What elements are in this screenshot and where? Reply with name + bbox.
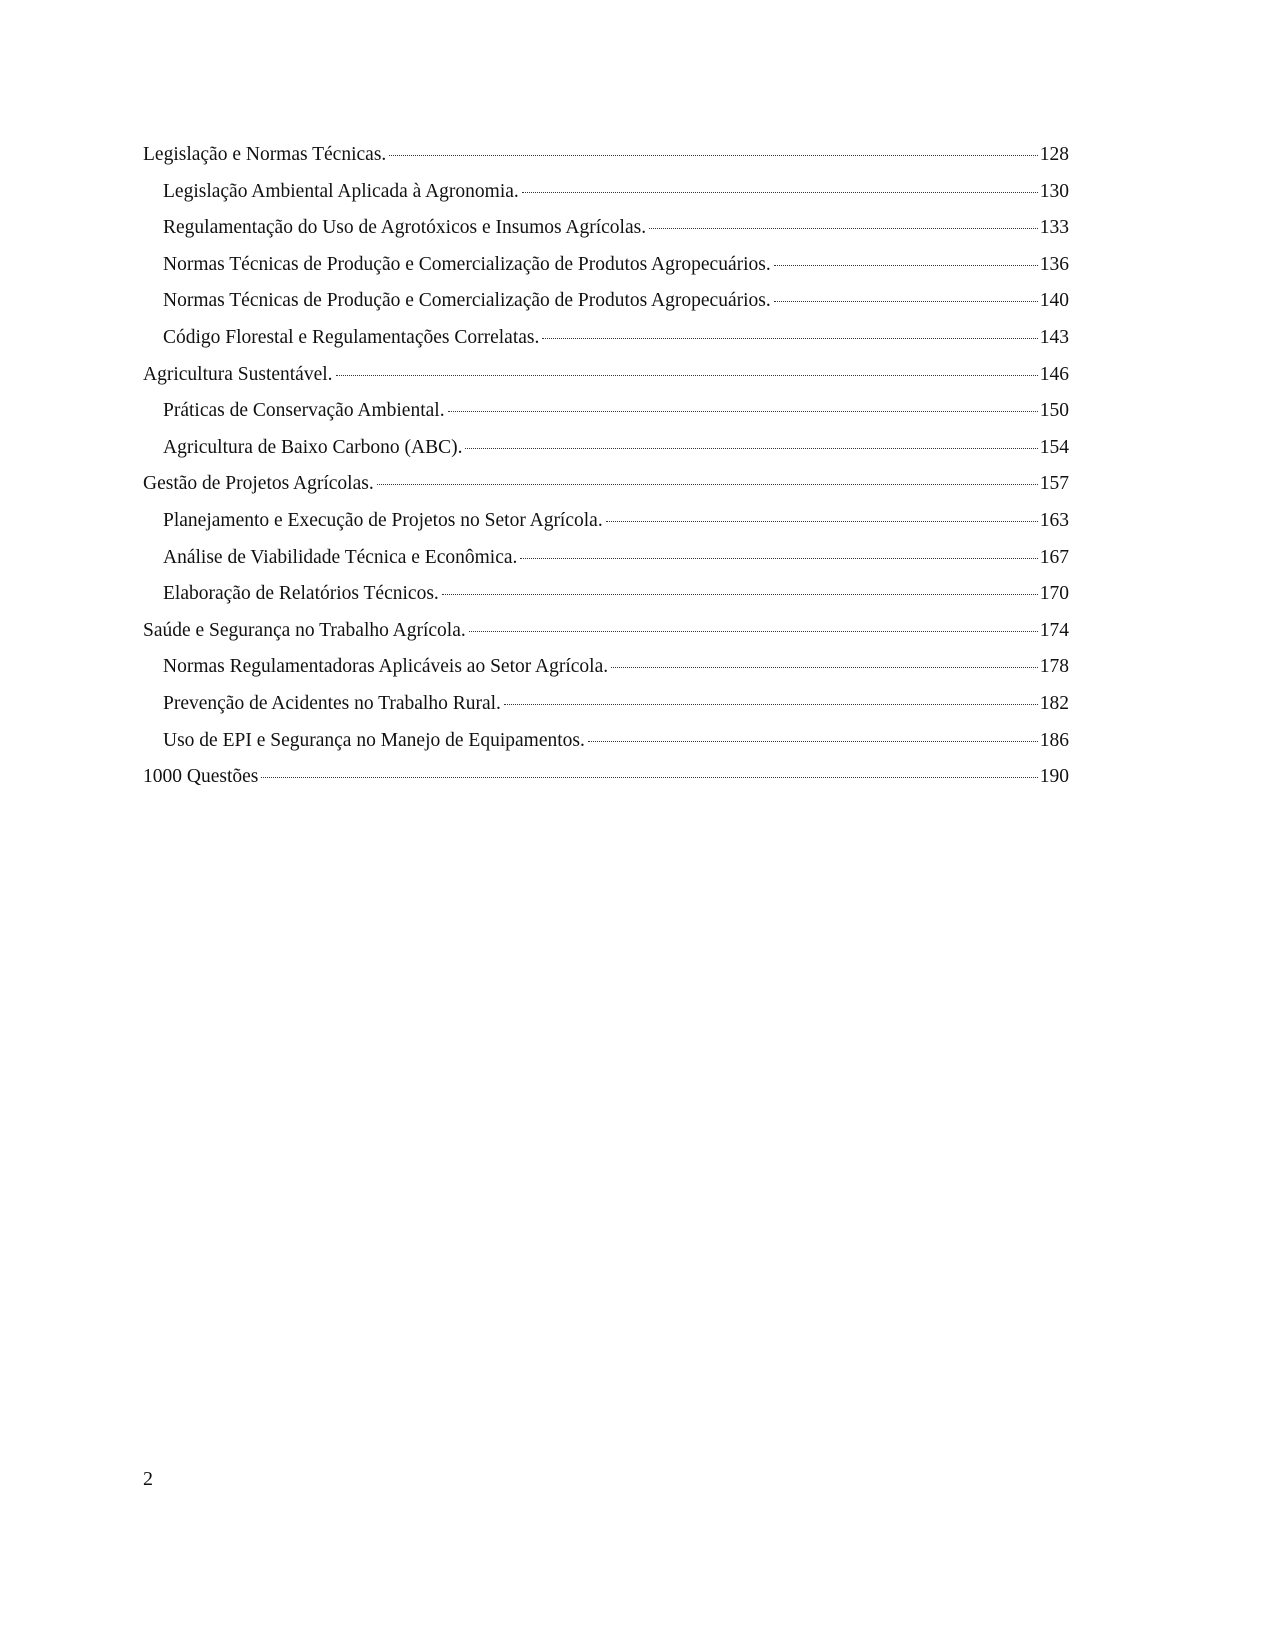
table-of-contents <box>143 142 1069 801</box>
toc-entry-title: Planejamento e Execução de Projetos no Setor Agrícola. <box>163 509 603 531</box>
toc-entry-page: 186 <box>1039 729 1069 751</box>
toc-entry[interactable] <box>143 654 1069 691</box>
toc-entry[interactable] <box>143 471 1069 508</box>
dot-leader <box>542 338 1037 339</box>
toc-entry[interactable] <box>143 398 1069 435</box>
dot-leader <box>649 228 1038 229</box>
toc-entry-title: Agricultura Sustentável. <box>143 363 333 385</box>
toc-entry-title: Práticas de Conservação Ambiental. <box>163 400 445 422</box>
dot-leader <box>611 667 1038 668</box>
toc-entry-page: 174 <box>1039 619 1069 641</box>
dot-leader <box>377 484 1038 485</box>
toc-entry-title: Legislação Ambiental Aplicada à Agronomia. <box>163 180 519 202</box>
toc-entry-title: Normas Regulamentadoras Aplicáveis ao Setor Agrícola. <box>163 656 609 678</box>
toc-entry[interactable] <box>143 179 1069 216</box>
dot-leader <box>504 704 1038 705</box>
dot-leader <box>522 192 1038 193</box>
toc-entry-page: 170 <box>1039 583 1069 605</box>
dot-leader <box>588 741 1038 742</box>
toc-entry-title: Análise de Viabilidade Técnica e Econômica. <box>163 546 518 568</box>
toc-entry[interactable] <box>143 215 1069 252</box>
dot-leader <box>469 631 1038 632</box>
toc-entry[interactable] <box>143 618 1069 655</box>
toc-entry-title: Uso de EPI e Segurança no Manejo de Equipamentos. <box>163 729 585 751</box>
toc-entry[interactable] <box>143 288 1069 325</box>
toc-entry-page: 154 <box>1039 436 1069 458</box>
dot-leader <box>774 301 1038 302</box>
toc-entry[interactable] <box>143 252 1069 289</box>
toc-entry[interactable] <box>143 728 1069 765</box>
toc-entry-title: Regulamentação do Uso de Agrotóxicos e Insumos Agrícolas. <box>163 217 647 239</box>
toc-entry-page: 150 <box>1039 400 1069 422</box>
toc-entry-title: Código Florestal e Regulamentações Correlatas. <box>163 326 540 348</box>
toc-entry-page: 167 <box>1039 546 1069 568</box>
dot-leader <box>774 265 1038 266</box>
toc-entry-title: Normas Técnicas de Produção e Comercialização de Produtos Agropecuários. <box>163 290 771 312</box>
toc-entry-title: 1000 Questões <box>143 766 259 788</box>
toc-entry-page: 140 <box>1039 290 1069 312</box>
toc-entry-page: 182 <box>1039 692 1069 714</box>
toc-entry-title: Saúde e Segurança no Trabalho Agrícola. <box>143 619 466 641</box>
toc-entry[interactable] <box>143 435 1069 472</box>
toc-entry-title: Normas Técnicas de Produção e Comercialização de Produtos Agropecuários. <box>163 253 771 275</box>
toc-entry-page: 133 <box>1039 217 1069 239</box>
toc-entry-page: 136 <box>1039 253 1069 275</box>
dot-leader <box>465 448 1037 449</box>
toc-entry[interactable] <box>143 362 1069 399</box>
toc-entry[interactable] <box>143 691 1069 728</box>
toc-entry[interactable] <box>143 142 1069 179</box>
dot-leader <box>520 558 1037 559</box>
dot-leader <box>448 411 1038 412</box>
toc-entry-title: Legislação e Normas Técnicas. <box>143 144 387 165</box>
toc-entry-page: 157 <box>1039 473 1069 495</box>
dot-leader <box>606 521 1038 522</box>
toc-entry[interactable] <box>143 764 1069 801</box>
toc-entry-title: Agricultura de Baixo Carbono (ABC). <box>163 436 463 458</box>
toc-entry[interactable] <box>143 508 1069 545</box>
toc-entry-title: Elaboração de Relatórios Técnicos. <box>163 583 439 605</box>
toc-entry-page: 178 <box>1039 656 1069 678</box>
dot-leader <box>442 594 1038 595</box>
toc-entry-page: 143 <box>1039 326 1069 348</box>
toc-entry-page: 146 <box>1039 363 1069 385</box>
toc-entry[interactable] <box>143 545 1069 582</box>
toc-entry[interactable] <box>143 325 1069 362</box>
toc-entry[interactable] <box>143 581 1069 618</box>
dot-leader <box>389 155 1037 156</box>
toc-entry-page: 130 <box>1039 180 1069 202</box>
toc-entry-page: 163 <box>1039 509 1069 531</box>
toc-entry-title: Gestão de Projetos Agrícolas. <box>143 473 374 495</box>
dot-leader <box>261 777 1037 778</box>
toc-entry-page: 128 <box>1039 144 1069 165</box>
dot-leader <box>336 375 1038 376</box>
toc-entry-page: 190 <box>1039 766 1069 788</box>
page-number: 2 <box>143 1468 153 1490</box>
toc-entry-title: Prevenção de Acidentes no Trabalho Rural. <box>163 692 501 714</box>
